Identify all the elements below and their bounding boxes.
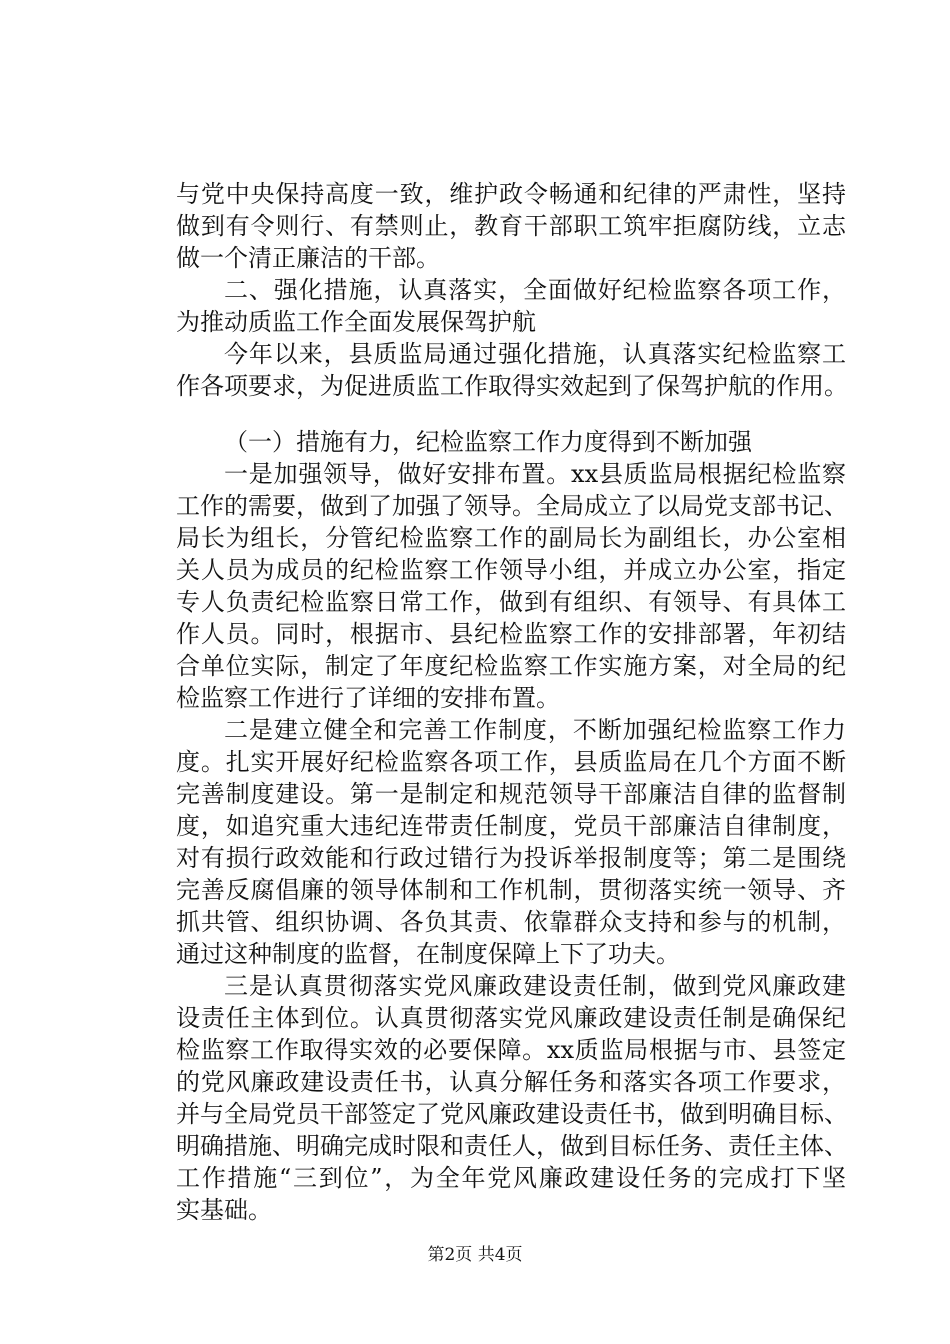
text-line: 关人员为成员的纪检监察工作领导小组，并成立办公室，指定 [176,556,846,584]
text-line: 工作措施“三到位”，为全年党风廉政建设任务的完成打下坚 [176,1164,846,1192]
text-line: 抓共管、组织协调、各负其责、依靠群众支持和参与的机制， [176,908,846,936]
text-line: 完善反腐倡廉的领导体制和工作机制，贯彻落实统一领导、齐 [176,876,846,904]
text-line: 做到有令则行、有禁则止，教育干部职工筑牢拒腐防线，立志 [176,212,846,240]
text-line: 与党中央保持高度一致，维护政令畅通和纪律的严肃性，坚持 [176,180,846,208]
text-line: 作各项要求，为促进质监工作取得实效起到了保驾护航的作用。 [176,372,848,400]
text-line: 合单位实际，制定了年度纪检监察工作实施方案，对全局的纪 [176,652,846,680]
text-line: 局长为组长，分管纪检监察工作的副局长为副组长，办公室相 [176,524,846,552]
text-line: 实基础。 [176,1196,272,1224]
text-line: 对有损行政效能和行政过错行为投诉举报制度等；第二是围绕 [176,844,846,872]
text-line: 作人员。同时，根据市、县纪检监察工作的安排部署，年初结 [176,620,846,648]
text-line: 一是加强领导，做好安排布置。xx县质监局根据纪检监察 [224,460,846,488]
text-line: 度，如追究重大违纪连带责任制度，党员干部廉洁自律制度， [176,812,846,840]
text-line: 完善制度建设。第一是制定和规范领导干部廉洁自律的监督制 [176,780,846,808]
page-number-footer: 第2页 共4页 [427,1245,523,1265]
text-line: 二是建立健全和完善工作制度，不断加强纪检监察工作力 [224,716,846,744]
text-line: 明确措施、明确完成时限和责任人，做到目标任务、责任主体、 [176,1132,848,1160]
text-line: 检监察工作进行了详细的安排布置。 [176,684,560,712]
text-line: 度。扎实开展好纪检监察各项工作，县质监局在几个方面不断 [176,748,846,776]
text-line: 并与全局党员干部签定了党风廉政建设责任书，做到明确目标、 [176,1100,848,1128]
section-heading-line: 为推动质监工作全面发展保驾护航 [176,308,536,336]
text-line: 工作的需要，做到了加强了领导。全局成立了以局党支部书记、 [176,492,848,520]
section-heading-line: 二、强化措施，认真落实，全面做好纪检监察各项工作， [224,276,846,304]
text-line: 通过这种制度的监督，在制度保障上下了功夫。 [176,940,680,968]
text-line: 做一个清正廉洁的干部。 [176,244,440,272]
text-line: 今年以来，县质监局通过强化措施，认真落实纪检监察工 [224,340,846,368]
text-line: 检监察工作取得实效的必要保障。xx质监局根据与市、县签定 [176,1036,846,1064]
text-line: 的党风廉政建设责任书，认真分解任务和落实各项工作要求， [176,1068,846,1096]
text-line: 专人负责纪检监察日常工作，做到有组织、有领导、有具体工 [176,588,846,616]
text-line: 设责任主体到位。认真贯彻落实党风廉政建设责任制是确保纪 [176,1004,846,1032]
text-line: 三是认真贯彻落实党风廉政建设责任制，做到党风廉政建 [224,972,846,1000]
subsection-heading-line: （一）措施有力，纪检监察工作力度得到不断加强 [224,428,752,456]
